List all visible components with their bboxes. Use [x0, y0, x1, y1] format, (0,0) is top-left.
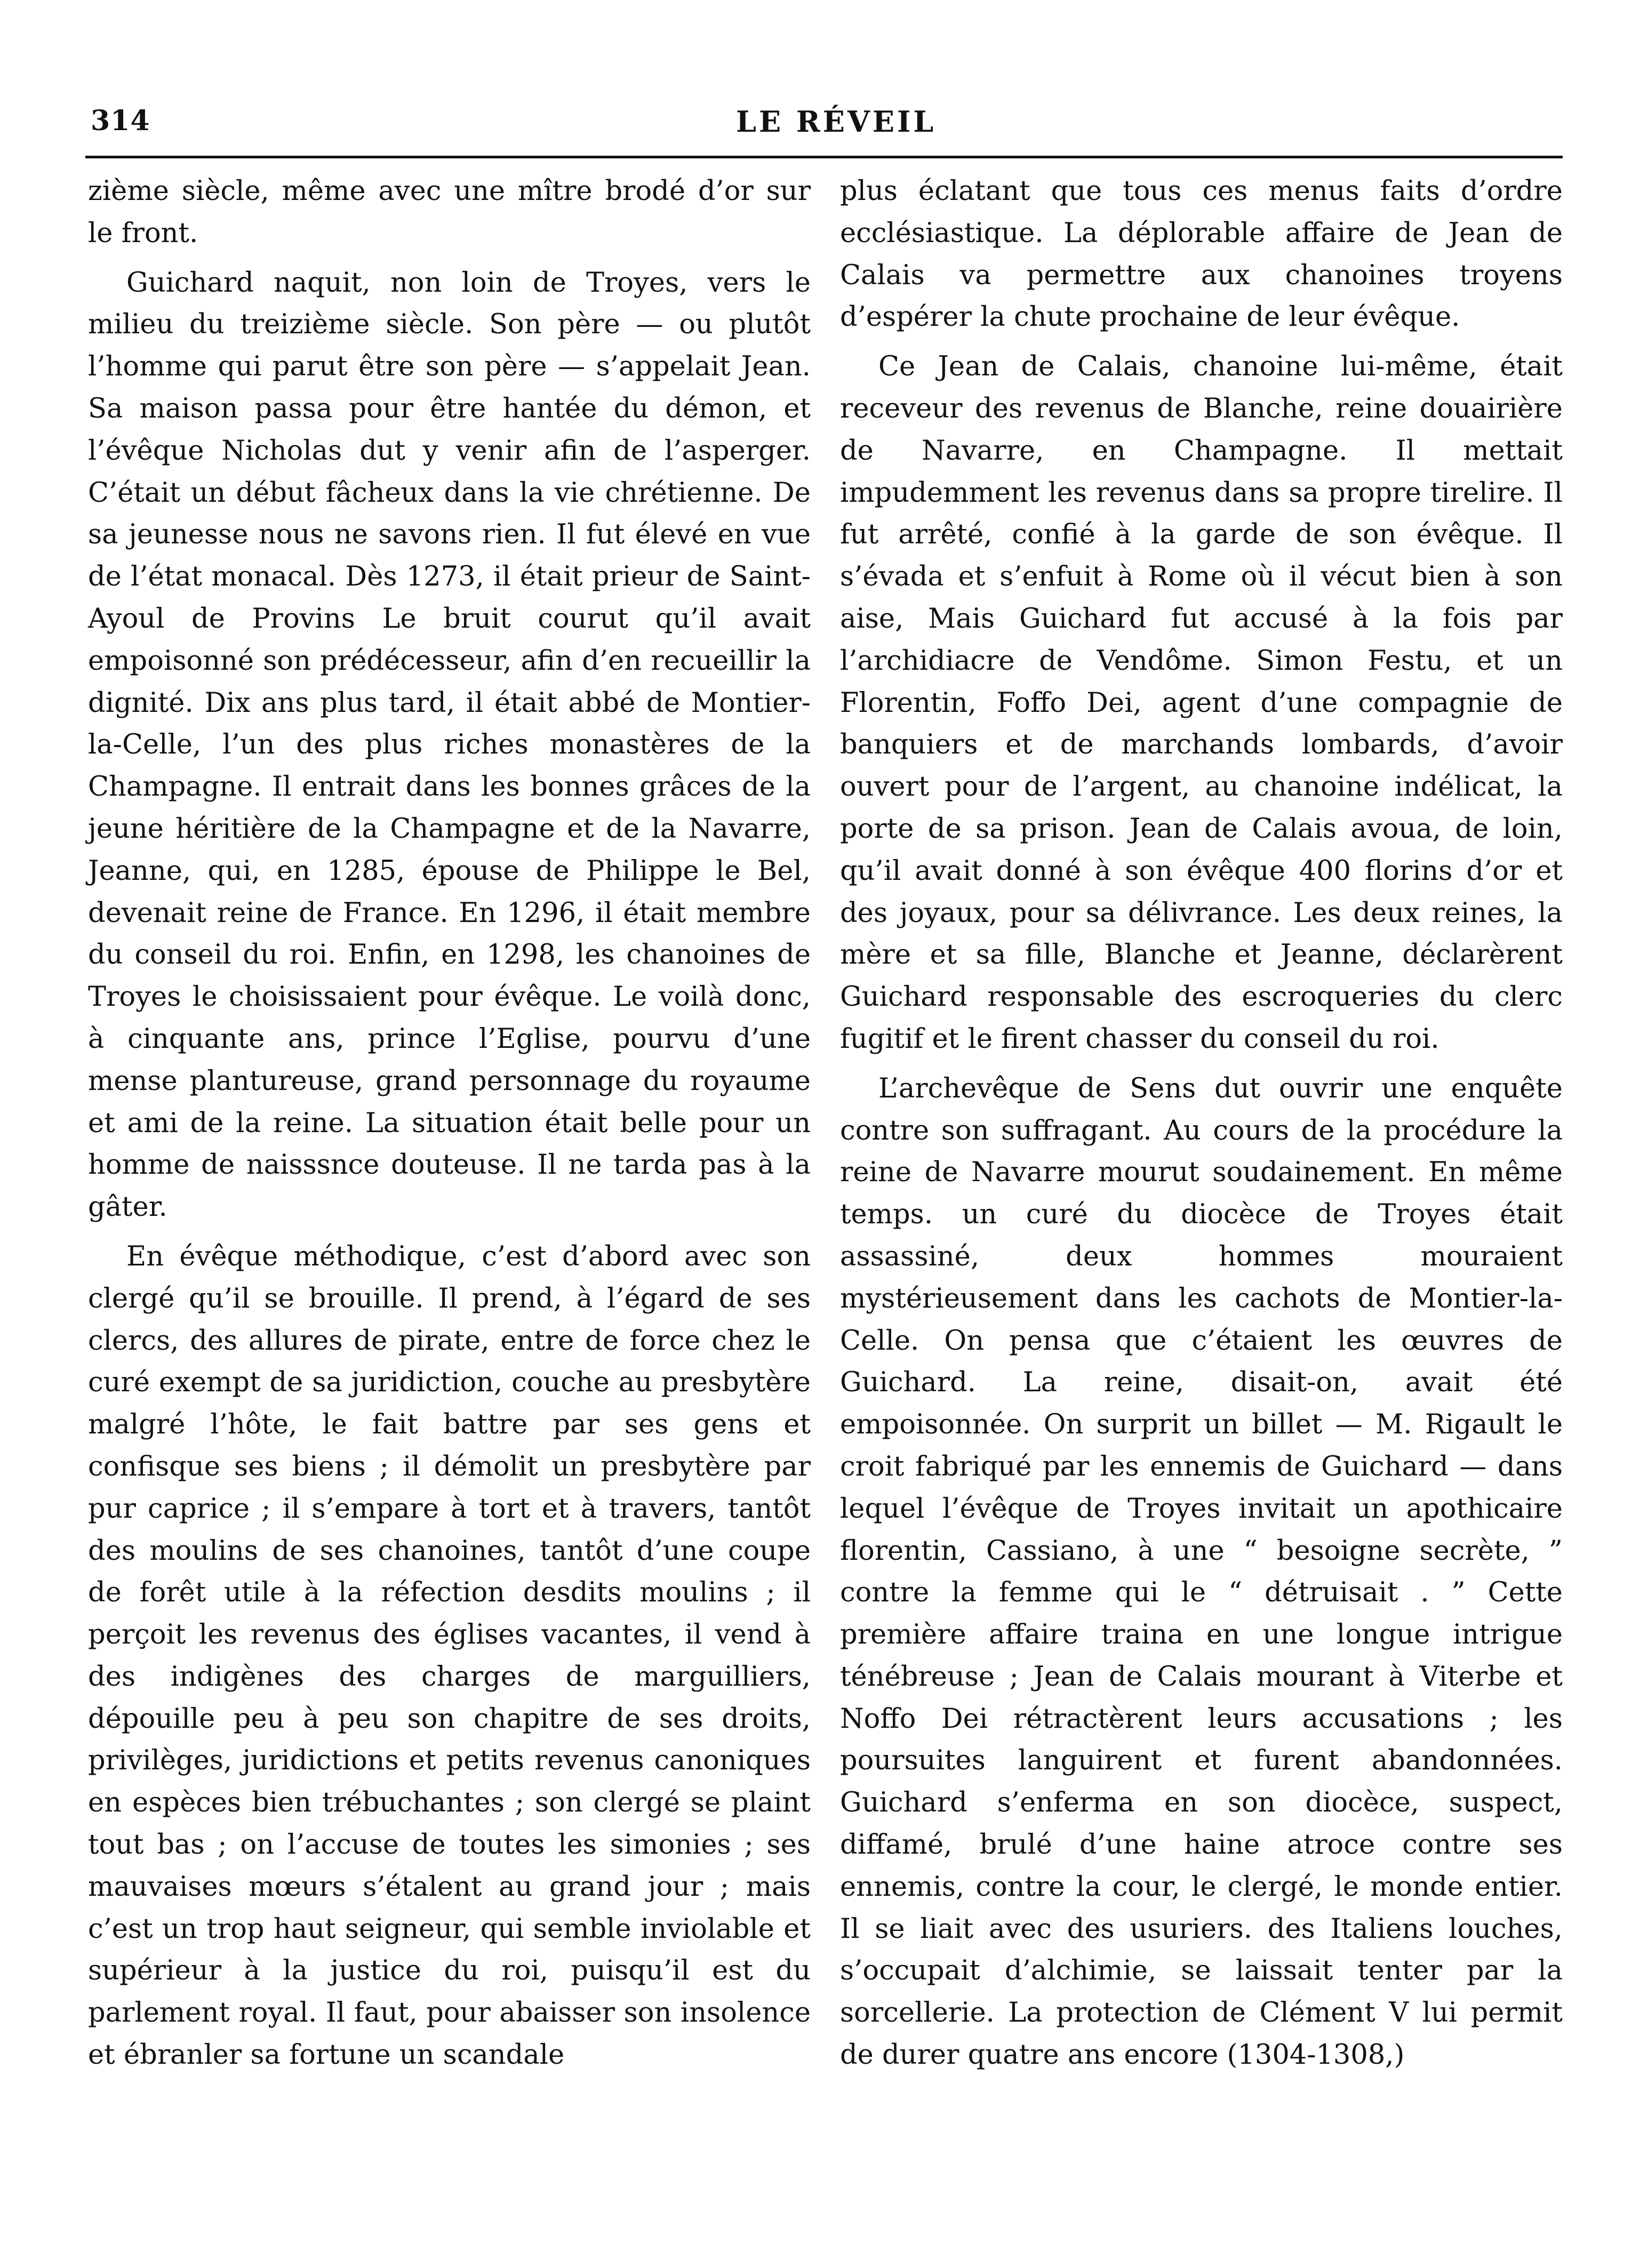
left-paragraph-2: Guichard naquit, non loin de Troyes, vers le milieu du treizième siècle. Son père — ou plutôt l’homme qui parut être son père — s’appelait Jean. Sa maison passa pour être hantée du démon, et l’évêque Nicholas dut y venir afin de l’asperger. C’était un début fâcheux dans la vie chrétienne. De sa jeunesse nous ne savons rien. Il fut élevé en vue de l’état monacal. Dès 1273, il était prieur de Saint-Ayoul de Provins Le bruit courut qu’il avait empoisonné son prédécesseur, afin d’en recueillir la dignité. Dix ans plus tard, il était abbé de Montier-la-Celle, l’un des plus riches monastères de la Champagne. Il entrait dans les bonnes grâces de la jeune héritière de la Champagne et de la Navarre, Jeanne, qui, en 1285, épouse de Philippe le Bel, devenait reine de France. En 1296, il était membre du conseil du roi. Enfin, en 1298, les chanoines de Troyes le choisissaient pour évêque. Le voilà donc, à cinquante ans, prince l’Eglise, pourvu d’une mense plantureuse, grand personnage du royaume et ami de la reine. La situation était belle pour un homme de naisssnce douteuse. Il ne tarda pas à la gâter. [88, 267, 811, 1223]
right-paragraph-3: L’archevêque de Sens dut ouvrir une enquête contre son suffragant. Au cours de la procédure la reine de Navarre mourut soudainement. En même temps. un curé du diocèce de Troyes était assassiné, deux hommes mouraient mystérieusement dans les cachots de Montier-la-Celle. On pensa que c’étaient les œuvres de Guichard. La reine, disait-on, avait été empoisonnée. On surprit un billet — M. Rigault le croit fabriqué par les ennemis de Guichard — dans lequel l’évêque de Troyes invitait un apothicaire florentin, Cassiano, à une “ besoigne secrète, ” contre la femme qui le “ détruisait . ” Cette première affaire traina en une longue intrigue ténébreuse ; Jean de Calais mourant à Viterbe et Noffo Dei rétractèrent leurs accusations ; les poursuites languirent et furent abandonnées. Guichard s’enferma en son diocèce, suspect, diffamé, brulé d’une haine atroce contre ses ennemis, contre la cour, le clergé, le monde entier. Il se liait avec des usuriers. des Italiens louches, s’occupait d’alchimie, se laissait tenter par la sorcellerie. La protection de Clément V lui permit de durer quatre ans encore (1304-1308,) [840, 1072, 1563, 2071]
header-rule [85, 156, 1563, 158]
left-column [88, 171, 811, 2077]
left-paragraph-3: En évêque méthodique, c’est d’abord avec son clergé qu’il se brouille. Il prend, à l’égard de ses clercs, des allures de pirate, entre de force chez le curé exempt de sa juridiction, couche au presbytère malgré l’hôte, le fait battre par ses gens et confisque ses biens ; il démolit un presbytère par pur caprice ; il s’empare à tort et à travers, tantôt des moulins de ses chanoines, tantôt d’une coupe de forêt utile à la réfection desdits moulins ; il perçoit les revenus des églises vacantes, il vend à des indigènes des charges de marguilliers, dépouille peu à peu son chapitre de ses droits, privilèges, juridictions et petits revenus canoniques en espèces bien trébuchantes ; son clergé se plaint tout bas ; on l’accuse de toutes les simonies ; ses mauvaises mœurs s’étalent au grand jour ; mais c’est un trop haut seigneur, qui semble inviolable et supérieur à la justice du roi, puisqu’il est du parlement royal. Il faut, pour abaisser son insolence et ébranler sa fortune un scandale [88, 1240, 811, 2071]
right-column [840, 171, 1563, 2077]
left-paragraph-1: zième siècle, même avec une mître brodé d’or sur le front. [88, 175, 811, 249]
running-title: LE RÉVEIL [736, 105, 937, 139]
right-paragraph-2: Ce Jean de Calais, chanoine lui-même, était receveur des revenus de Blanche, reine douairière de Navarre, en Champagne. Il mettait impudemment les revenus dans sa propre tirelire. Il fut arrêté, confié à la garde de son évêque. Il s’évada et s’enfuit à Rome où il vécut bien à son aise, Mais Guichard fut accusé à la fois par l’archidiacre de Vendôme. Simon Festu, et un Florentin, Foffo Dei, agent d’une compagnie de banquiers et de marchands lombards, d’avoir ouvert pour de l’argent, au chanoine indélicat, la porte de sa prison. Jean de Calais avoua, de loin, qu’il avait donné à son évêque 400 florins d’or et des joyaux, pour sa délivrance. Les deux reines, la mère et sa fille, Blanche et Jeanne, déclarèrent Guichard responsable des escroqueries du clerc fugitif et le firent chasser du conseil du roi. [840, 351, 1563, 1055]
page-number: 314 [91, 105, 150, 137]
right-paragraph-1: plus éclatant que tous ces menus faits d’ordre ecclésiastique. La déplorable affaire de Jean de Calais va permettre aux chanoines troyens d’espérer la chute prochaine de leur évêque. [840, 175, 1563, 333]
